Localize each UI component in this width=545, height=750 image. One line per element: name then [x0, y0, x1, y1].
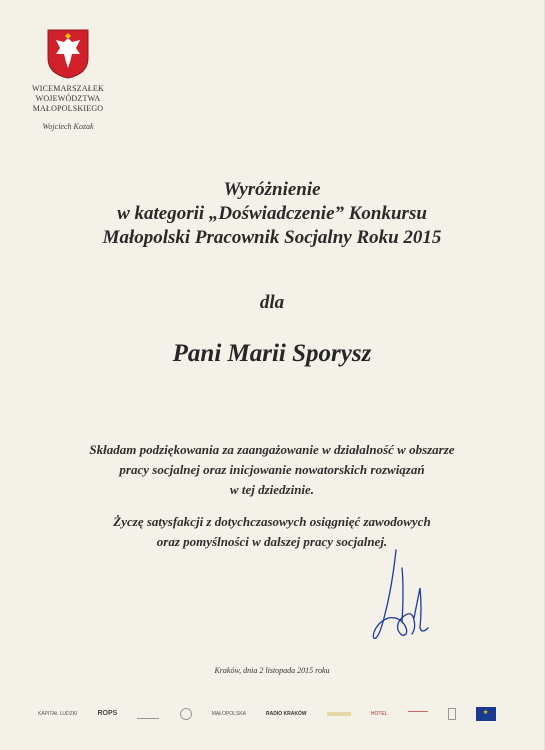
wishes-paragraph	[20, 512, 524, 552]
coat-of-arms-icon	[46, 28, 90, 80]
title-line: Wyróżnienie	[223, 179, 321, 200]
thanks-paragraph	[20, 440, 524, 500]
paragraph-line: w tej dziedzinie.	[229, 482, 315, 497]
logo-mark-icon	[137, 710, 159, 719]
partner-logos	[38, 702, 496, 726]
logo-kapital-ludzki	[38, 704, 77, 724]
logo-hotel	[371, 704, 388, 724]
logo-malopolska	[212, 704, 246, 724]
issuer-header	[20, 28, 116, 131]
logo-label: MAŁOPOLSKA	[211, 711, 246, 717]
logo-mark-icon	[180, 708, 192, 720]
logo-7	[327, 704, 351, 724]
logo-mark-icon	[327, 712, 351, 716]
logo-label: RADIO KRAKÓW	[266, 711, 307, 717]
title-line: w kategorii „Doświadczenie” Konkursu	[117, 203, 427, 224]
logo-unia-europejska	[476, 704, 496, 724]
paragraph-line: oraz pomyślności w dalszej pracy socjalnej.	[156, 534, 388, 549]
issuer-person: Wojciech Kozak	[42, 122, 94, 131]
logo-3	[137, 704, 159, 724]
award-title	[0, 178, 544, 250]
logo-9	[408, 704, 428, 724]
office-line: MAŁOPOLSKIEGO	[32, 104, 104, 113]
logo-label: KAPITAŁ LUDZKI	[38, 711, 78, 717]
logo-mark-icon	[408, 711, 428, 718]
paragraph-line: pracy socjalnej oraz inicjowanie nowatorskich rozwiązań	[119, 462, 425, 477]
title-line: Małopolski Pracownik Socjalny Roku 2015	[102, 227, 442, 248]
office-name	[20, 84, 116, 114]
logo-10	[448, 704, 456, 724]
paragraph-line: Życzę satysfakcji z dotychczasowych osiągnięć zawodowych	[113, 514, 431, 529]
office-line: WICEMARSZAŁEK	[32, 84, 104, 93]
eu-flag-icon	[476, 707, 496, 721]
logo-4	[180, 704, 192, 724]
paragraph-line: Składam podziękowania za zaangażowanie w działalność w obszarze	[89, 442, 455, 457]
logo-label: HOTEL	[370, 711, 388, 717]
logo-label: ROPS	[97, 710, 118, 717]
logo-radio-krakow	[266, 704, 307, 724]
office-line: WOJEWÓDZTWA	[35, 94, 101, 103]
logo-rops	[98, 704, 118, 724]
logo-mark-icon	[448, 708, 456, 720]
place-and-date: Kraków, dnia 2 listopada 2015 roku	[214, 666, 330, 675]
recipient-name: Pani Marii Sporysz	[172, 340, 372, 367]
handwritten-signature	[362, 548, 442, 648]
for-label: dla	[259, 292, 285, 313]
